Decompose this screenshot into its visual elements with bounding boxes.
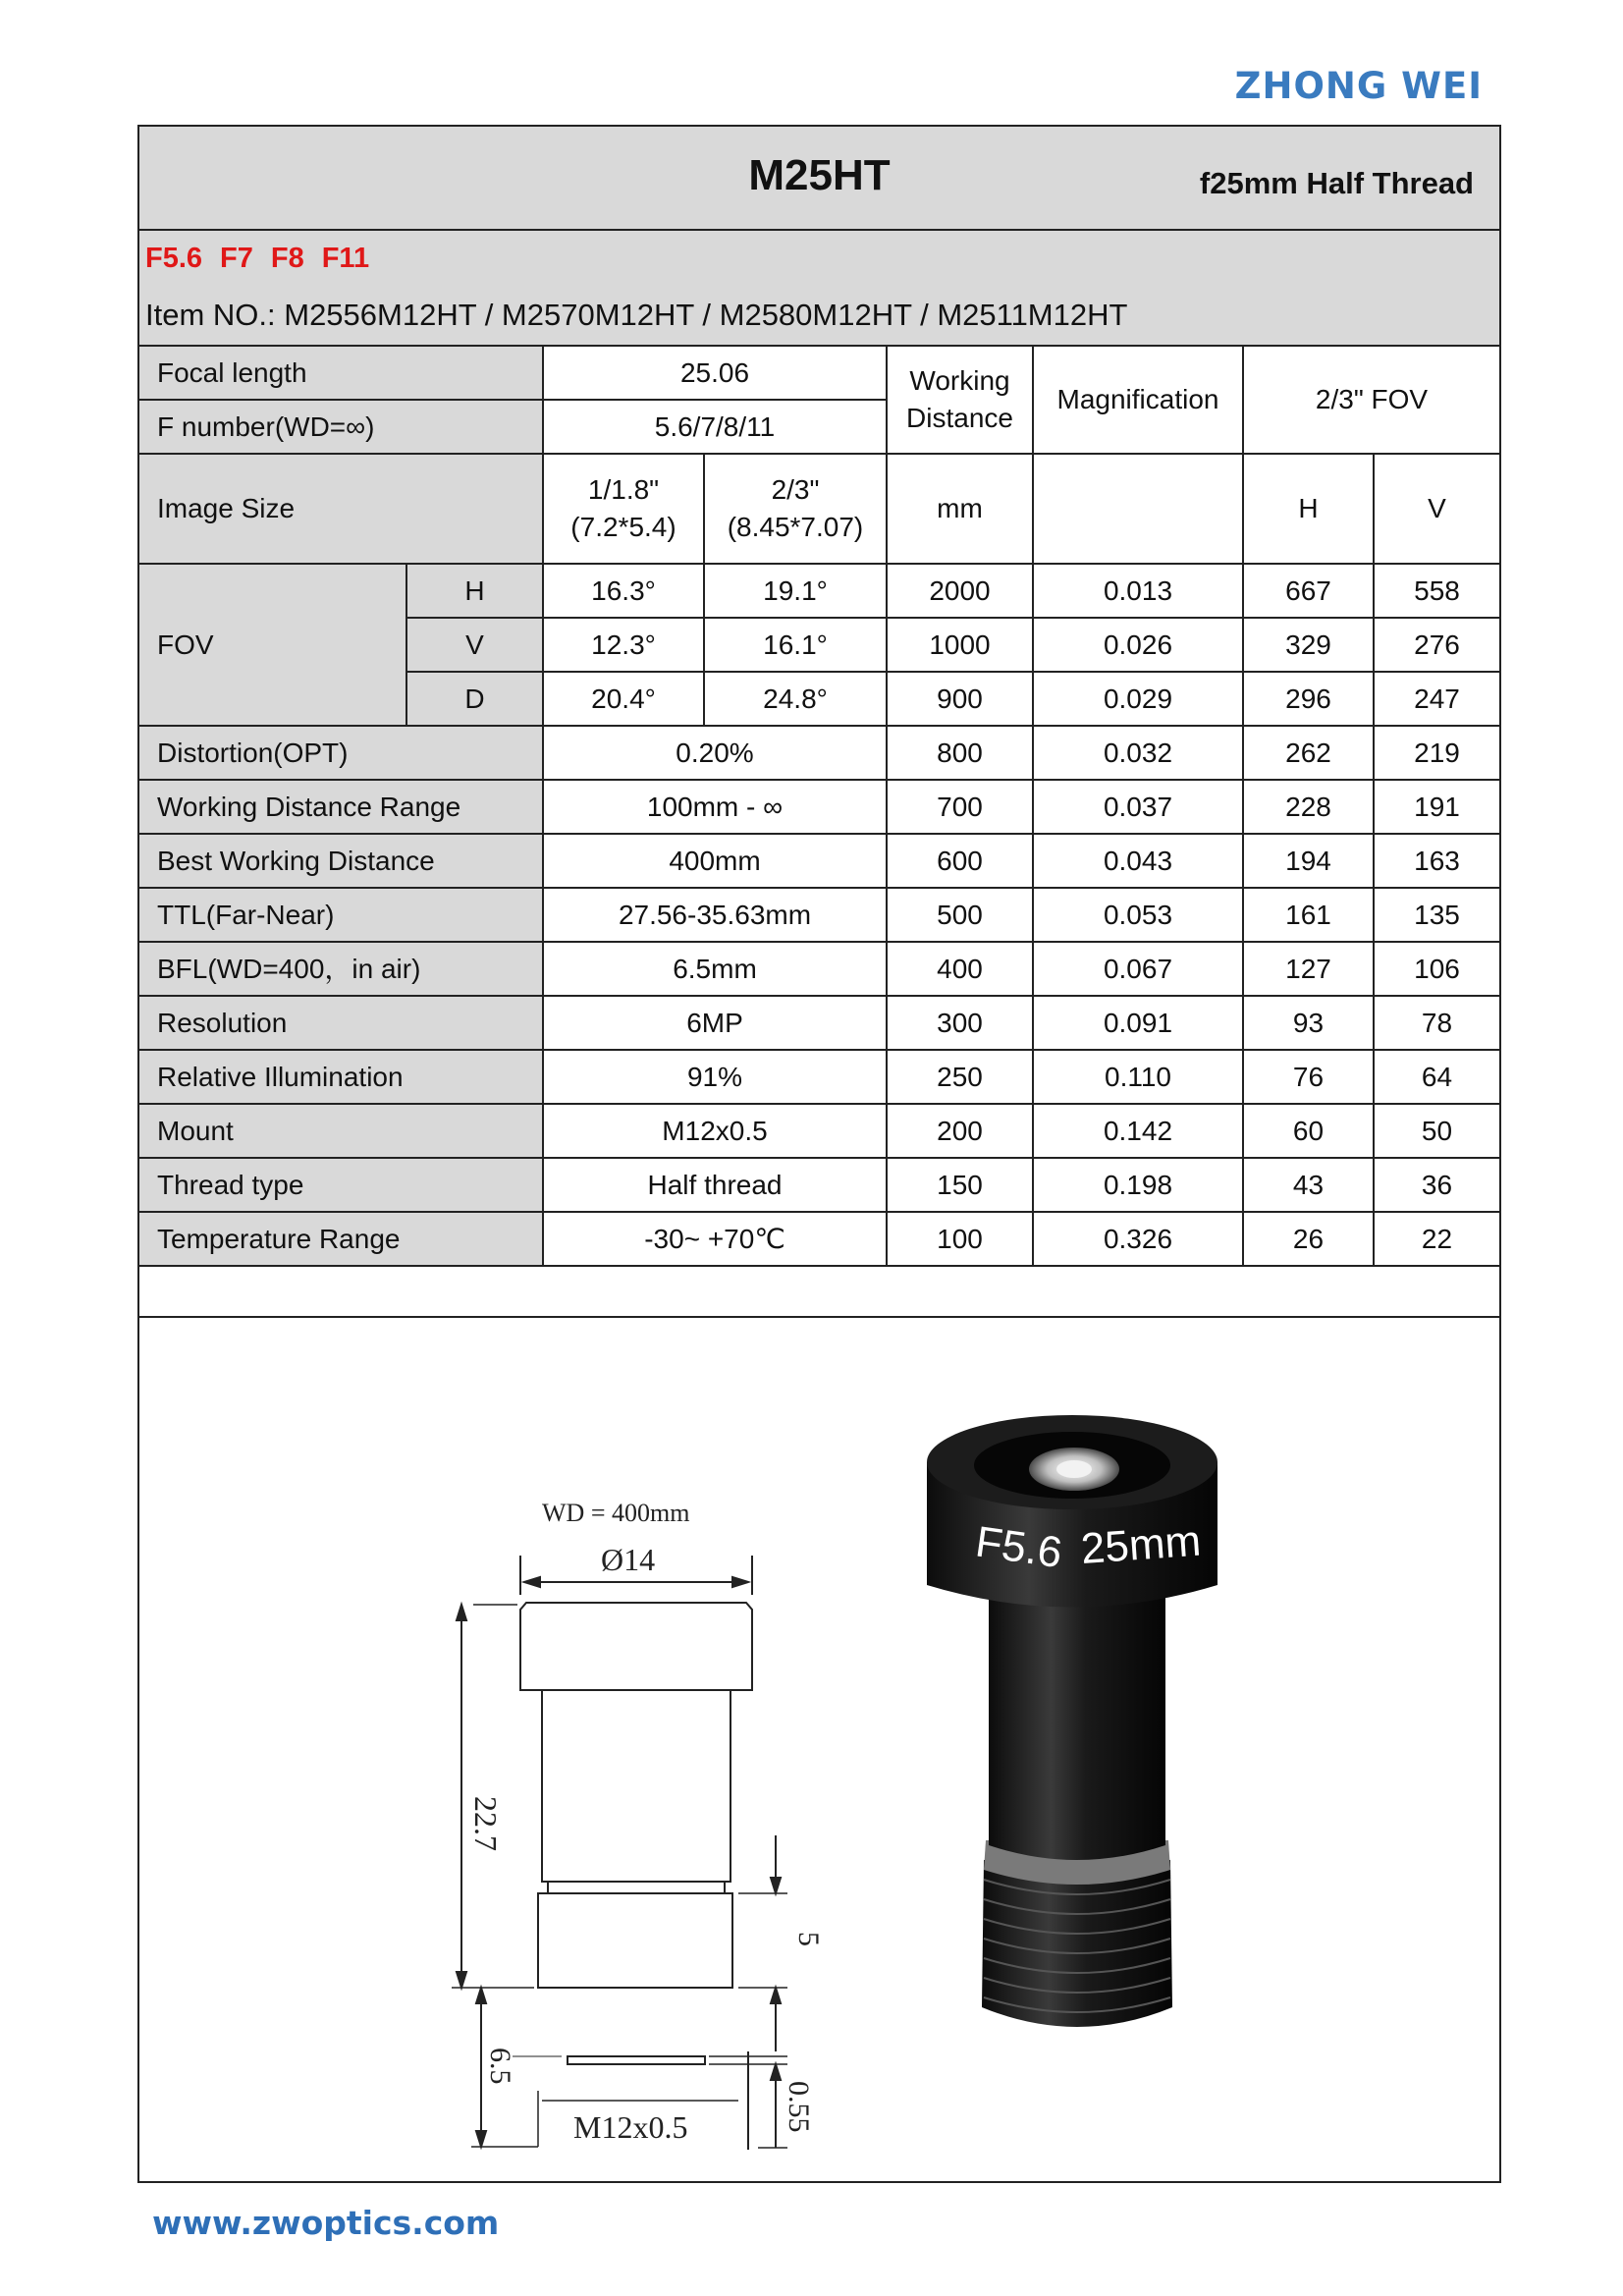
fov-v-value: 106 <box>1374 942 1499 996</box>
f-number: F5.6 <box>145 243 203 274</box>
fov-v-value: 558 <box>1374 564 1499 618</box>
magnification-column-header: Magnification <box>1033 347 1243 454</box>
f-number: F7 <box>220 243 253 274</box>
fov-v-value: 50 <box>1374 1104 1499 1158</box>
fov-v-value: 78 <box>1374 996 1499 1050</box>
thread-label: M12x0.5 <box>573 2109 688 2145</box>
table-row <box>139 564 1499 618</box>
spec-label: Resolution <box>139 996 543 1050</box>
wd-label: WD = 400mm <box>542 1499 690 1527</box>
mag-value: 0.013 <box>1033 564 1243 618</box>
spec-label: BFL(WD=400，in air) <box>139 942 543 996</box>
f-number: F8 <box>270 243 304 274</box>
spec-sheet <box>137 125 1501 2183</box>
fov-h-value: 228 <box>1243 780 1374 834</box>
fov-h-value: 127 <box>1243 942 1374 996</box>
fov-h-value: 93 <box>1243 996 1374 1050</box>
info-band <box>139 231 1499 347</box>
image-size-2-3: 2/3" (8.45*7.07) <box>704 454 887 564</box>
mag-value: 0.110 <box>1033 1050 1243 1104</box>
wd-unit: mm <box>887 454 1033 564</box>
spec-value: -30~ +70℃ <box>543 1212 887 1266</box>
mag-value: 0.067 <box>1033 942 1243 996</box>
fov-axis: D <box>406 672 543 726</box>
wd-value: 500 <box>887 888 1033 942</box>
spec-value: 100mm - ∞ <box>543 780 887 834</box>
fov-h-value: 262 <box>1243 726 1374 780</box>
item-numbers: Item NO.: M2556M12HT / M2570M12HT / M2580M12HT / M2511M12HT <box>145 298 1128 332</box>
spec-value: 6MP <box>543 996 887 1050</box>
fov-h-value: 43 <box>1243 1158 1374 1212</box>
fov-h-value: 296 <box>1243 672 1374 726</box>
mag-value: 0.037 <box>1033 780 1243 834</box>
dim-0-55-label: 0.55 <box>783 2081 815 2133</box>
wd-value: 400 <box>887 942 1033 996</box>
mag-value: 0.198 <box>1033 1158 1243 1212</box>
spec-label: Distortion(OPT) <box>139 726 543 780</box>
spec-value: 0.20% <box>543 726 887 780</box>
fov-value: 12.3° <box>543 618 704 672</box>
lens-photo <box>925 1408 1259 2037</box>
fov-h-value: 26 <box>1243 1212 1374 1266</box>
table-row <box>139 996 1499 1050</box>
spec-label: Thread type <box>139 1158 543 1212</box>
table-row <box>139 942 1499 996</box>
focal-length-label: Focal length <box>139 347 543 400</box>
engraving-fnumber: F5.6 <box>972 1517 1065 1578</box>
wd-value: 300 <box>887 996 1033 1050</box>
fov-v-value: 219 <box>1374 726 1499 780</box>
mechanical-drawing <box>277 1325 827 2150</box>
spec-label: Best Working Distance <box>139 834 543 888</box>
fov-h-value: 76 <box>1243 1050 1374 1104</box>
fov-value: 24.8° <box>704 672 887 726</box>
fov-h-value: 667 <box>1243 564 1374 618</box>
f-number-label: F number(WD=∞) <box>139 400 543 454</box>
image-size-1-1-8: 1/1.8" (7.2*5.4) <box>543 454 704 564</box>
wd-value: 100 <box>887 1212 1033 1266</box>
table-row <box>139 780 1499 834</box>
fov-v-value: 22 <box>1374 1212 1499 1266</box>
f-number-value: 5.6/7/8/11 <box>543 400 887 454</box>
spec-label: Mount <box>139 1104 543 1158</box>
wd-value: 900 <box>887 672 1033 726</box>
f-number: F11 <box>321 243 370 274</box>
brand-logo: ZHONG WEI <box>1234 65 1483 107</box>
table-row <box>139 1158 1499 1212</box>
focal-length-value: 25.06 <box>543 347 887 400</box>
table-row <box>139 1212 1499 1266</box>
mag-value: 0.326 <box>1033 1212 1243 1266</box>
dim-6-5-label: 6.5 <box>484 2048 516 2085</box>
mag-value: 0.043 <box>1033 834 1243 888</box>
spec-value: Half thread <box>543 1158 887 1212</box>
mag-value: 0.029 <box>1033 672 1243 726</box>
f-number-list <box>145 243 387 275</box>
table-row <box>139 1104 1499 1158</box>
fov-v-value: 276 <box>1374 618 1499 672</box>
spec-label: TTL(Far-Near) <box>139 888 543 942</box>
fov-column-header: 2/3" FOV <box>1243 347 1499 454</box>
spec-label: Temperature Range <box>139 1212 543 1266</box>
wd-value: 800 <box>887 726 1033 780</box>
table-row <box>139 888 1499 942</box>
fov-v-header: V <box>1374 454 1499 564</box>
wd-value: 600 <box>887 834 1033 888</box>
fov-label: FOV <box>139 564 406 726</box>
fov-v-value: 163 <box>1374 834 1499 888</box>
table-row <box>139 347 1499 400</box>
table-row <box>139 454 1499 564</box>
thread-section <box>982 1860 1172 2027</box>
fov-v-value: 64 <box>1374 1050 1499 1104</box>
mag-value: 0.091 <box>1033 996 1243 1050</box>
fov-v-value: 36 <box>1374 1158 1499 1212</box>
dim-5-label: 5 <box>792 1932 825 1946</box>
fov-h-value: 329 <box>1243 618 1374 672</box>
model-title: M25HT <box>748 151 891 199</box>
wd-column-header: Working Distance <box>887 347 1033 454</box>
spec-value: 91% <box>543 1050 887 1104</box>
barrel <box>989 1580 1165 1860</box>
spec-label: Relative Illumination <box>139 1050 543 1104</box>
wd-value: 2000 <box>887 564 1033 618</box>
table-row <box>139 834 1499 888</box>
model-subtitle: f25mm Half Thread <box>1199 166 1474 200</box>
mag-value: 0.026 <box>1033 618 1243 672</box>
wd-value: 200 <box>887 1104 1033 1158</box>
fov-h-value: 60 <box>1243 1104 1374 1158</box>
spec-value: 400mm <box>543 834 887 888</box>
fov-h-value: 161 <box>1243 888 1374 942</box>
diameter-label: Ø14 <box>601 1542 656 1577</box>
fov-v-value: 247 <box>1374 672 1499 726</box>
mag-value: 0.053 <box>1033 888 1243 942</box>
spec-value: 27.56-35.63mm <box>543 888 887 942</box>
footer-url[interactable]: www.zwoptics.com <box>152 2204 500 2242</box>
magnification-unit <box>1033 454 1243 564</box>
fov-axis: H <box>406 564 543 618</box>
spec-table <box>139 347 1499 1318</box>
mag-value: 0.142 <box>1033 1104 1243 1158</box>
length-label: 22.7 <box>468 1796 504 1851</box>
fov-h-value: 194 <box>1243 834 1374 888</box>
fov-value: 16.3° <box>543 564 704 618</box>
spec-label: Working Distance Range <box>139 780 543 834</box>
spec-value: 6.5mm <box>543 942 887 996</box>
fov-value: 16.1° <box>704 618 887 672</box>
wd-value: 150 <box>887 1158 1033 1212</box>
fov-h-header: H <box>1243 454 1374 564</box>
mag-value: 0.032 <box>1033 726 1243 780</box>
header-band <box>139 127 1499 231</box>
glass-highlight <box>1056 1460 1092 1478</box>
wd-value: 250 <box>887 1050 1033 1104</box>
wd-value: 1000 <box>887 618 1033 672</box>
engraving-focal: 25mm <box>1079 1516 1203 1573</box>
table-row <box>139 726 1499 780</box>
wd-value: 700 <box>887 780 1033 834</box>
image-size-label: Image Size <box>139 454 543 564</box>
blank-cell <box>139 1266 1499 1317</box>
fov-v-value: 191 <box>1374 780 1499 834</box>
fov-axis: V <box>406 618 543 672</box>
table-row-blank <box>139 1266 1499 1317</box>
fov-v-value: 135 <box>1374 888 1499 942</box>
table-row <box>139 1050 1499 1104</box>
fov-value: 20.4° <box>543 672 704 726</box>
fov-value: 19.1° <box>704 564 887 618</box>
spec-value: M12x0.5 <box>543 1104 887 1158</box>
